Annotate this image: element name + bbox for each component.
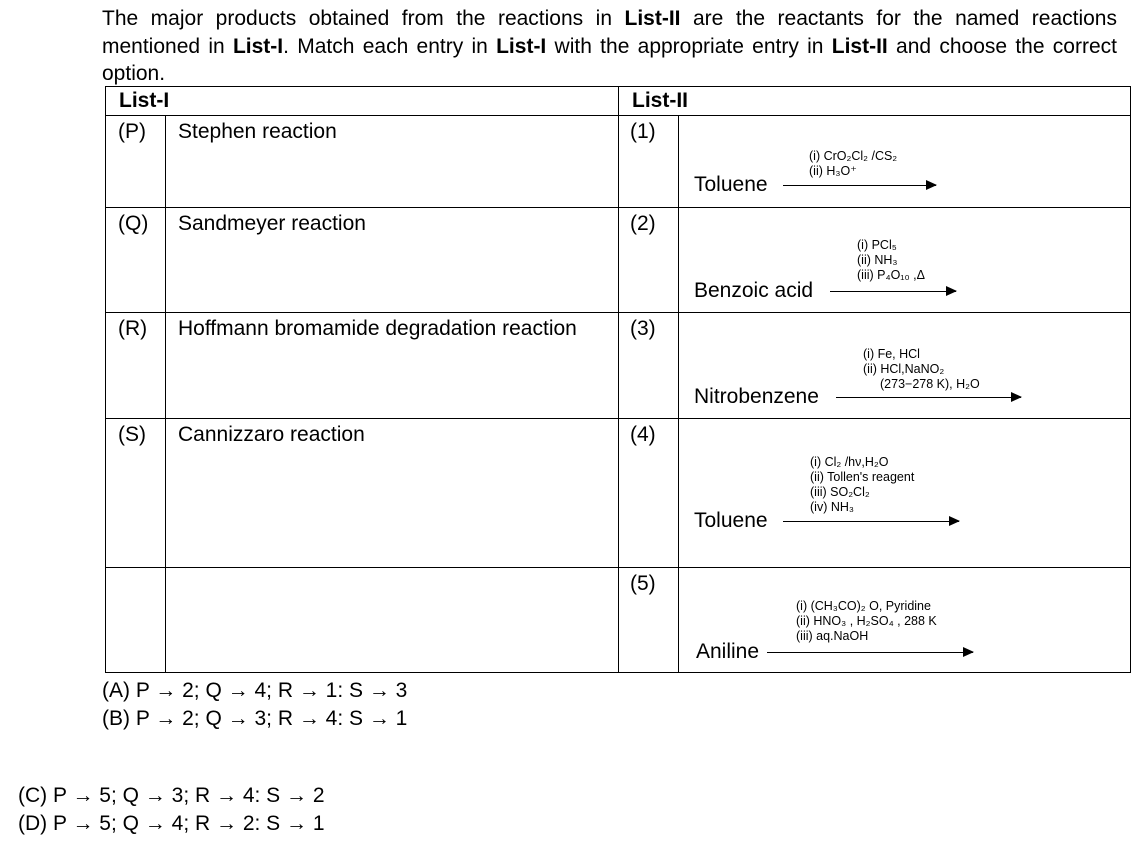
- reaction-arrow: [830, 291, 956, 292]
- reaction-cell: [679, 568, 1131, 673]
- list-i-label: (S): [106, 419, 166, 568]
- reaction-arrow: [836, 397, 1021, 398]
- condition-line: (i) Cl₂ /hν,H₂O: [810, 455, 889, 469]
- option-c[interactable]: (C) P → 5; Q → 3; R → 4: S → 2: [18, 784, 325, 807]
- list-ref: List-II: [624, 7, 681, 30]
- list-i-item: [166, 568, 619, 673]
- condition-line: (iii) P₄O₁₀ ,Δ: [857, 268, 925, 282]
- reactant: Benzoic acid: [694, 279, 814, 302]
- condition-line: (i) (CH₃CO)₂ O, Pyridine: [796, 599, 931, 613]
- list-ii-number: (4): [619, 419, 679, 568]
- condition-line: (iii) aq.NaOH: [796, 629, 869, 643]
- reaction-arrow: [783, 185, 936, 186]
- option-a[interactable]: (A) P → 2; Q → 4; R → 1: S → 3: [102, 679, 408, 702]
- reactant: Toluene: [694, 173, 768, 196]
- condition-line: (ii) HNO₃ , H₂SO₄ , 288 K: [796, 614, 937, 628]
- list-i-label: [106, 568, 166, 673]
- reaction-conditions: [857, 238, 925, 283]
- reaction-cell: [679, 208, 1131, 313]
- match-table: [105, 86, 1131, 673]
- condition-line: (ii) HCl,NaNO₂: [863, 362, 945, 376]
- question-part: and choose the correct option.: [102, 34, 1117, 85]
- list-i-header: List-I: [106, 87, 619, 116]
- list-i-label: (Q): [106, 208, 166, 313]
- list-i-label: (P): [106, 116, 166, 208]
- list-ii-header: List-II: [619, 87, 1131, 116]
- list-ii-number: (5): [619, 568, 679, 673]
- reaction-conditions: [863, 347, 980, 392]
- list-i-item: Hoffmann bromamide degradation reaction: [166, 313, 619, 419]
- reaction-cell: [679, 116, 1131, 208]
- condition-line: (i) CrO₂Cl₂ /CS₂: [809, 149, 898, 163]
- reaction-conditions: [809, 149, 897, 179]
- list-i-item: Stephen reaction: [166, 116, 619, 208]
- reactant: Aniline: [696, 640, 760, 663]
- question-text: [102, 5, 1117, 88]
- reaction-arrow: [767, 652, 973, 653]
- reaction-arrow: [783, 521, 959, 522]
- list-ii-number: (2): [619, 208, 679, 313]
- reactant: Toluene: [694, 509, 768, 532]
- list-ref: List-I: [232, 34, 284, 58]
- condition-line: (iii) SO₂Cl₂: [810, 485, 870, 499]
- condition-line: (i) Fe, HCl: [863, 347, 920, 361]
- reaction-conditions: [810, 455, 914, 515]
- question-part: are the reactants for the named reactions mentioned in: [102, 7, 1117, 58]
- condition-line: (273−278 K), H₂O: [880, 377, 980, 391]
- reaction-cell: [679, 419, 1131, 568]
- question-part: The major products obtained from the reactions in: [102, 7, 625, 30]
- option-d[interactable]: (D) P → 5; Q → 4; R → 2: S → 1: [18, 812, 325, 835]
- list-ii-number: (1): [619, 116, 679, 208]
- condition-line: (ii) Tollen's reagent: [810, 470, 915, 484]
- list-i-label: (R): [106, 313, 166, 419]
- condition-line: (ii) H₃O⁺: [809, 164, 857, 178]
- reaction-conditions: [796, 599, 937, 644]
- option-b[interactable]: (B) P → 2; Q → 3; R → 4: S → 1: [102, 707, 408, 730]
- condition-line: (iv) NH₃: [810, 500, 854, 514]
- question-part: with the appropriate entry in: [546, 34, 832, 58]
- list-ii-number: (3): [619, 313, 679, 419]
- list-ref: List-II: [831, 34, 888, 58]
- reactant: Nitrobenzene: [694, 385, 819, 408]
- condition-line: (ii) NH₃: [857, 253, 898, 267]
- reaction-cell: [679, 313, 1131, 419]
- question-part: . Match each entry in: [283, 34, 497, 58]
- list-i-item: Sandmeyer reaction: [166, 208, 619, 313]
- list-i-item: Cannizzaro reaction: [166, 419, 619, 568]
- list-ref: List-I: [496, 34, 547, 58]
- condition-line: (i) PCl₅: [857, 238, 897, 252]
